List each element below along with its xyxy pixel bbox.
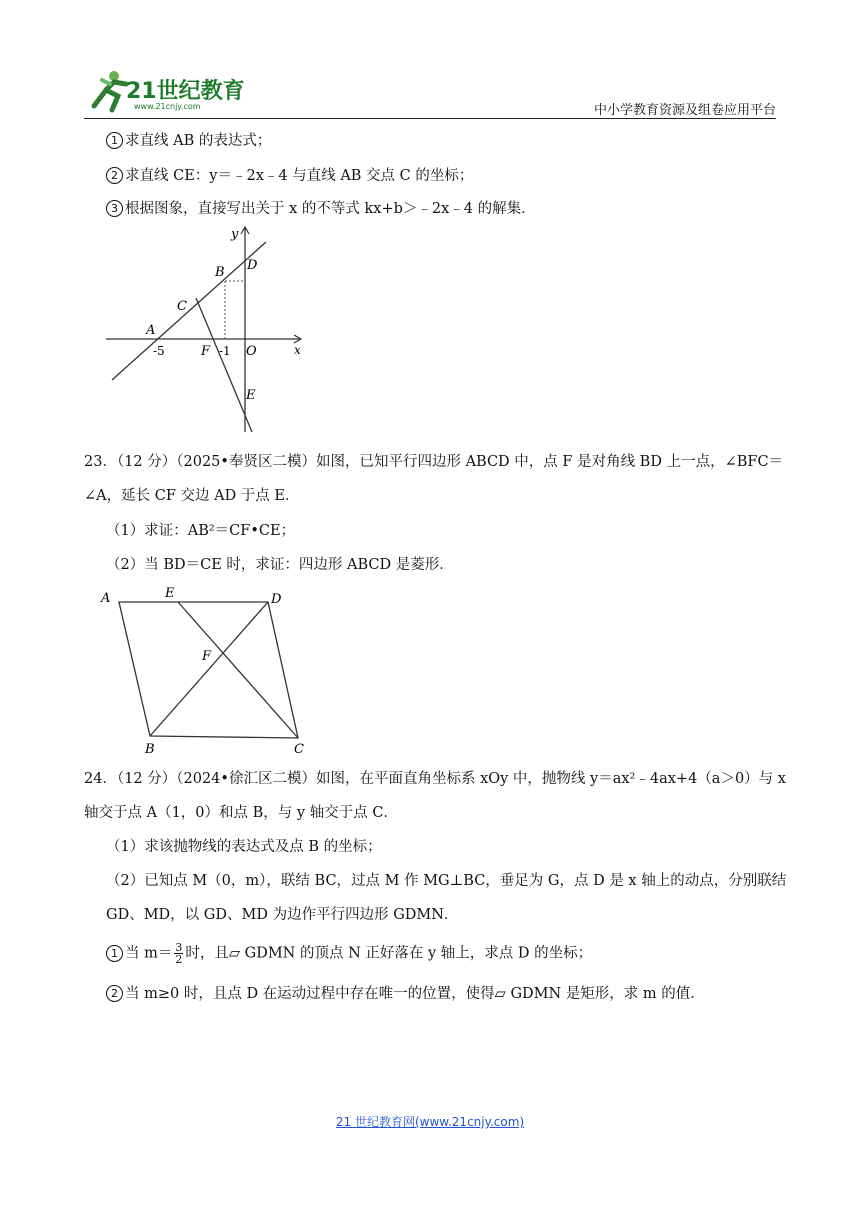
q24-sub1: 1 当 m＝ $\frac{3}{2}$ 时，且▱ GDMN 的顶点 N 正好落在 y 轴上，求点 D 的坐标； bbox=[106, 942, 592, 965]
label-y: y bbox=[231, 227, 239, 242]
q24-part1: （1）求该抛物线的表达式及点 B 的坐标； bbox=[106, 839, 382, 855]
line-ce bbox=[178, 602, 298, 738]
footer-link[interactable]: 21 世纪教育网(www.21cnjy.com) bbox=[335, 1115, 525, 1129]
logo-text: 21世纪教育 bbox=[126, 79, 245, 104]
q23-stem-line2: ∠A，延长 CF 交边 AD 于点 E． bbox=[84, 488, 300, 504]
circled-3-icon: 3 bbox=[106, 200, 123, 217]
logo-url: www.21cnjy.com bbox=[134, 102, 201, 111]
label-o: O bbox=[246, 344, 257, 359]
label-f: F bbox=[201, 344, 211, 359]
header-divider bbox=[84, 118, 776, 119]
q24-part2-line1: （2）已知点 M（0，m），联结 BC，过点 M 作 MG⊥BC，垂足为 G，点 D 是 x 轴上的动点，分别联结 bbox=[106, 873, 787, 889]
q24-part2-line2: GD、MD，以 GD、MD 为边作平行四边形 GDMN． bbox=[106, 907, 459, 923]
q24-stem-line2: 轴交于点 A（1，0）和点 B，与 y 轴交于点 C． bbox=[84, 805, 398, 821]
figure-coordinate-lines bbox=[100, 222, 310, 438]
q24-stem-line1: 24．（12 分）（2024•徐汇区二模）如图，在平面直角坐标系 xOy 中，抛物线 y＝ax²﹣4ax+4（a＞0）与 x bbox=[84, 771, 786, 787]
q24-sub2: 2 当 m≥0 时，且点 D 在运动过程中存在唯一的位置，使得▱ GDMN 是矩形，求 m 的值． bbox=[106, 984, 705, 1004]
q23-part1: （1）求证：AB²＝CF•CE； bbox=[106, 523, 296, 539]
logo bbox=[84, 66, 254, 114]
label-d: D bbox=[271, 592, 282, 607]
label-minus5: -5 bbox=[153, 344, 165, 358]
q23-stem-line1: 23．（12 分）（2025•奉贤区二模）如图，已知平行四边形 ABCD 中，点 F 是对角线 BD 上一点，∠BFC＝ bbox=[84, 454, 784, 470]
label-e: E bbox=[165, 586, 175, 601]
label-a: A bbox=[146, 323, 156, 338]
q22-part3: 3 根据图象，直接写出关于 x 的不等式 kx+b＞﹣2x﹣4 的解集． bbox=[106, 199, 536, 219]
q22-part1: 1 求直线 AB 的表达式； bbox=[106, 131, 271, 151]
header-platform-name: 中小学教育资源及组卷应用平台 bbox=[593, 103, 776, 118]
label-b: B bbox=[145, 742, 155, 757]
circled-1-icon: 1 bbox=[106, 945, 123, 962]
label-b: B bbox=[215, 265, 225, 280]
circled-2-icon: 2 bbox=[106, 167, 123, 184]
q22-part2: 2 求直线 CE：y＝﹣2x﹣4 与直线 AB 交点 C 的坐标； bbox=[106, 166, 473, 186]
label-x: x bbox=[294, 343, 301, 357]
label-f: F bbox=[202, 649, 212, 664]
diagonal-bd bbox=[150, 602, 268, 736]
label-d: D bbox=[247, 258, 258, 273]
label-a: A bbox=[101, 591, 111, 606]
q23-part2: （2）当 BD＝CE 时，求证：四边形 ABCD 是菱形． bbox=[106, 557, 454, 573]
label-c: C bbox=[294, 742, 304, 757]
label-e: E bbox=[246, 388, 256, 403]
circled-1-icon: 1 bbox=[106, 132, 123, 149]
label-c: C bbox=[177, 299, 187, 314]
fraction-3-over-2: $\frac{3}{2}$ bbox=[175, 941, 183, 966]
label-minus1: -1 bbox=[219, 344, 231, 358]
line-ce bbox=[196, 298, 252, 432]
line-ab bbox=[112, 242, 266, 380]
figure-parallelogram bbox=[96, 582, 316, 760]
circled-2-icon: 2 bbox=[106, 985, 123, 1002]
